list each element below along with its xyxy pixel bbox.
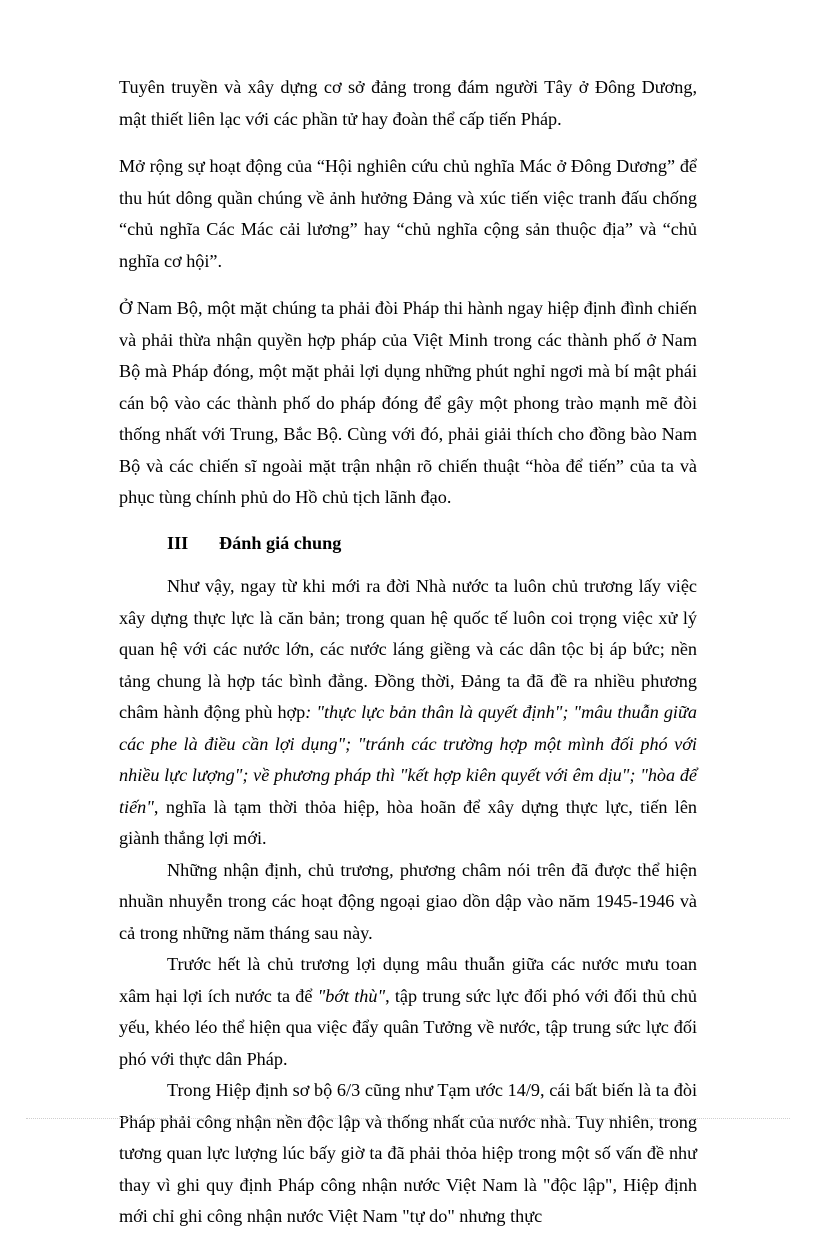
contradictions-text-2: , tập trung sức lực đối phó với đối thủ chủ yếu, khéo léo thể hiện qua việc đẩy quân Tưởng về nước, tập trung sức lực đối phó với thực dân Pháp. xyxy=(119,985,697,1069)
contradictions-text-1: Trước hết là chủ trương lợi dụng mâu thuẫn giữa các nước mưu toan xâm hại lợi ích nước ta để xyxy=(119,954,697,1006)
contradictions-italic-quote: "bớt thù" xyxy=(317,985,386,1006)
section-title: Đánh giá chung xyxy=(219,532,342,553)
paragraph-exploit-contradictions xyxy=(119,949,697,1075)
overview-italic-quotes: : "thực lực bản thân là quyết định"; "mâu thuẫn giữa các phe là điều cần lợi dụng"; "tránh các trường hợp một mình đối phó với nhiều lực lượng"; về phương pháp thì "kết hợp kiên quyết với êm dịu"; "hòa để tiến" xyxy=(119,702,698,817)
section-heading xyxy=(119,528,697,560)
paragraph-propaganda: Tuyên truyền và xây dựng cơ sở đảng trong đám người Tây ở Đông Dương, mật thiết liên lạc với các phần tử hay đoàn thể cấp tiến Pháp. xyxy=(119,77,697,129)
paragraph-overview xyxy=(119,571,697,855)
page-bottom-divider xyxy=(26,1118,790,1119)
paragraph-marxism-society: Mở rộng sự hoạt động của “Hội nghiên cứu chủ nghĩa Mác ở Đông Dương” để thu hút dông quần chúng về ảnh hưởng Đảng và xúc tiến việc tranh đấu chống “chủ nghĩa Các Mác cải lương” hay “chủ nghĩa cộng sản thuộc địa” và “chủ nghĩa cơ hội”. xyxy=(119,156,697,271)
overview-text-1: Như vậy, ngay từ khi mới ra đời Nhà nước ta luôn chủ trương lấy việc xây dựng thực lực là căn bản; trong quan hệ quốc tế luôn coi trọng việc xử lý quan hệ với các nước lớn, các nước láng giềng và các dân tộc bị áp bức; nền tảng chung là hợp tác bình đẳng. Đồng thời, Đảng ta đã đề ra nhiều phương châm hành động phù hợp xyxy=(119,576,697,722)
overview-text-2: , nghĩa là tạm thời thỏa hiệp, hòa hoãn để xây dựng thực lực, tiến lên giành thắng lợi mới. xyxy=(119,796,697,848)
paragraph-agreements: Trong Hiệp định sơ bộ 6/3 cũng như Tạm ước 14/9, cái bất biến là ta đòi Pháp phải công nhận nền độc lập và thống nhất của nước nhà. Tuy nhiên, trong tương quan lực lượng lúc bấy giờ ta đã phải thỏa hiệp trong một số vấn đề như thay vì ghi quy định Pháp công nhận nước Việt Nam là "độc lập", Hiệp định mới chỉ ghi công nhận nước Việt Nam "tự do" nhưng thực xyxy=(119,1080,697,1226)
section-number: III xyxy=(167,532,189,553)
paragraph-assessments: Những nhận định, chủ trương, phương châm nói trên đã được thể hiện nhuần nhuyễn trong các hoạt động ngoại giao dồn dập vào năm 1945-1946 và cả trong những năm tháng sau này. xyxy=(119,859,697,943)
document-page xyxy=(119,72,697,1233)
paragraph-southern-region: Ở Nam Bộ, một mặt chúng ta phải đòi Pháp thi hành ngay hiệp định đình chiến và phải thừa nhận quyền hợp pháp của Việt Minh trong các thành phố ở Nam Bộ mà Pháp đóng, một mặt phải lợi dụng những phút nghỉ ngơi mà bí mật phái cán bộ vào các thành phố do pháp đóng để gây một phong trào mạnh mẽ đòi thống nhất với Trung, Bắc Bộ. Cùng với đó, phải giải thích cho đồng bào Nam Bộ và các chiến sĩ ngoài mặt trận nhận rõ chiến thuật “hòa để tiến” của ta và phục tùng chính phủ do Hồ chủ tịch lãnh đạo. xyxy=(119,298,697,507)
